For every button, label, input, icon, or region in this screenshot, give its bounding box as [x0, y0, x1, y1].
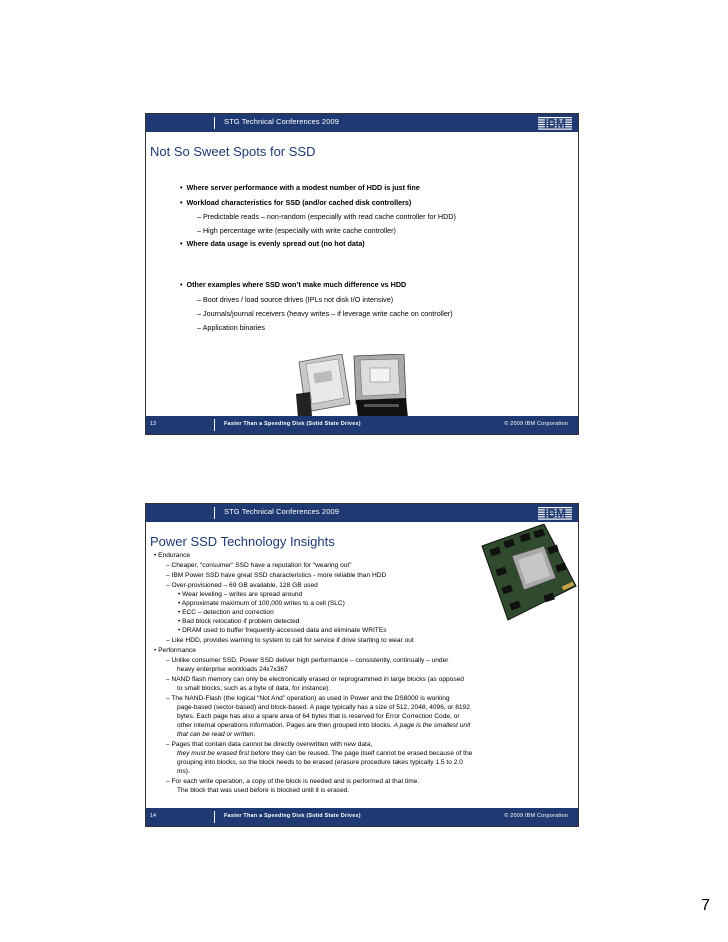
footer-title: Faster Than a Speeding Disk (Solid State Drives) — [224, 813, 361, 819]
bullet: • Other examples where SSD won’t make much difference vs HDD — [180, 280, 407, 289]
header-divider — [214, 117, 215, 129]
header-title: STG Technical Conferences 2009 — [224, 507, 340, 516]
sub-bullet: – Unlike consumer SSD, Power SSD deliver high performance – consistently, continually – under — [166, 657, 449, 664]
page-number: 7 — [701, 897, 710, 914]
sub-bullet: – Boot drives / load source drives (IPLs not disk I/O intensive) — [197, 295, 394, 304]
slide-title: Not So Sweet Spots for SSD — [150, 144, 316, 159]
slide-footer — [146, 808, 578, 826]
sub-bullet: – High percentage write (especially with write cache controller) — [197, 226, 396, 235]
sub-bullet-cont: bytes. Each page has also a spare area of 64 bytes that is reserved for Error Correction Code, or — [177, 713, 460, 720]
ibm-logo-icon — [538, 116, 572, 130]
ibm-logo-icon — [538, 506, 572, 520]
slide-number: 13 — [150, 421, 157, 427]
sub-bullet: – Journals/journal receivers (heavy writes – if leverage write cache on controller) — [197, 309, 453, 318]
bullet-performance: • Performance — [154, 647, 196, 654]
footer-title: Faster Than a Speeding Disk (Solid State Drives) — [224, 421, 361, 427]
footer-copyright: © 2009 IBM Corporation — [504, 813, 568, 819]
footer-divider — [214, 419, 215, 431]
sub-bullet-cont: heavy enterprise workloads 24x7x367 — [177, 666, 288, 673]
sub-sub-bullet: • Approximate maximum of 100,000 writes to a cell (SLC) — [178, 600, 345, 607]
svg-text:IBM: IBM — [544, 116, 566, 130]
footer-copyright: © 2009 IBM Corporation — [504, 421, 568, 427]
sub-bullet-cont: The block that was used before is blocked until it is erased. — [177, 787, 350, 794]
sub-bullet-cont: page-based (sector-based) and block-based. A page typically has a size of 512, 2048, 4096, or 8192 — [177, 704, 470, 711]
sub-bullet: – Cheaper, “consumer” SSD have a reputation for “wearing out” — [166, 562, 352, 569]
slide-13 — [145, 113, 579, 435]
sub-bullet: – Like HDD, provides warning to system to call for service if drive starting to wear out — [166, 637, 414, 644]
bullet-endurance: • Endurance — [154, 552, 191, 559]
sub-bullet-cont: that can be read or written. — [177, 731, 256, 738]
sub-bullet: – The NAND-Flash (the logical “Not And” operation) as used in Power and the DS8000 is working — [166, 695, 450, 702]
ssd-circuit-board-image — [474, 524, 578, 622]
sub-bullet-cont: other internal operations information. Pages are then grouped into blocks. A page is the smallest unit — [177, 722, 471, 729]
slide-number: 14 — [150, 813, 157, 819]
slide-footer — [146, 416, 578, 434]
sub-bullet-cont: grouping into blocks, so the block needs to be erased (erasure procedure takes typically 1.5 to 2.0 — [177, 759, 463, 766]
slide-header — [146, 114, 578, 132]
sub-sub-bullet: • DRAM used to buffer frequently-accessed data and eliminate WRITEs — [178, 627, 387, 634]
sub-bullet-cont: ms). — [177, 768, 190, 775]
header-title: STG Technical Conferences 2009 — [224, 117, 340, 126]
bullet: • Where data usage is evenly spread out (no hot data) — [180, 239, 365, 248]
sub-bullet: – IBM Power SSD have great SSD characteristics - more reliable than HDD — [166, 572, 387, 579]
sub-bullet: – NAND flash memory can only be electronically erased or reprogrammed in large blocks (as opposed — [166, 676, 464, 683]
slide-header — [146, 504, 578, 522]
sub-sub-bullet: • Wear leveling – writes are spread around — [178, 591, 303, 598]
sub-bullet: – Over-provisioned – 69 GB available, 128 GB used — [166, 582, 318, 589]
footer-divider — [214, 811, 215, 823]
slide-title: Power SSD Technology Insights — [150, 534, 335, 549]
sub-bullet: – Predictable reads – non-random (especially with read cache controller for HDD) — [197, 212, 456, 221]
header-divider — [214, 507, 215, 519]
sub-bullet: – For each write operation, a copy of the block is needed and is performed at that time. — [166, 778, 420, 785]
slide-14 — [145, 503, 579, 827]
bullet: • Where server performance with a modest number of HDD is just fine — [180, 183, 420, 192]
ssd-drive-image — [294, 354, 414, 419]
sub-bullet-cont: to small blocks, such as a byte of data, for instance). — [177, 685, 331, 692]
sub-sub-bullet: • Bad block relocation if problem detected — [178, 618, 300, 625]
bullet: • Workload characteristics for SSD (and/or cached disk controllers) — [180, 198, 412, 207]
svg-text:IBM: IBM — [544, 506, 566, 520]
sub-bullet: – Application binaries — [197, 323, 265, 332]
sub-sub-bullet: • ECC – detection and correction — [178, 609, 274, 616]
sub-bullet-cont: they must be erased first before they can be reused. The page itself cannot be erased because of the — [177, 750, 473, 757]
sub-bullet: – Pages that contain data cannot be directly overwritten with new data, — [166, 741, 373, 748]
